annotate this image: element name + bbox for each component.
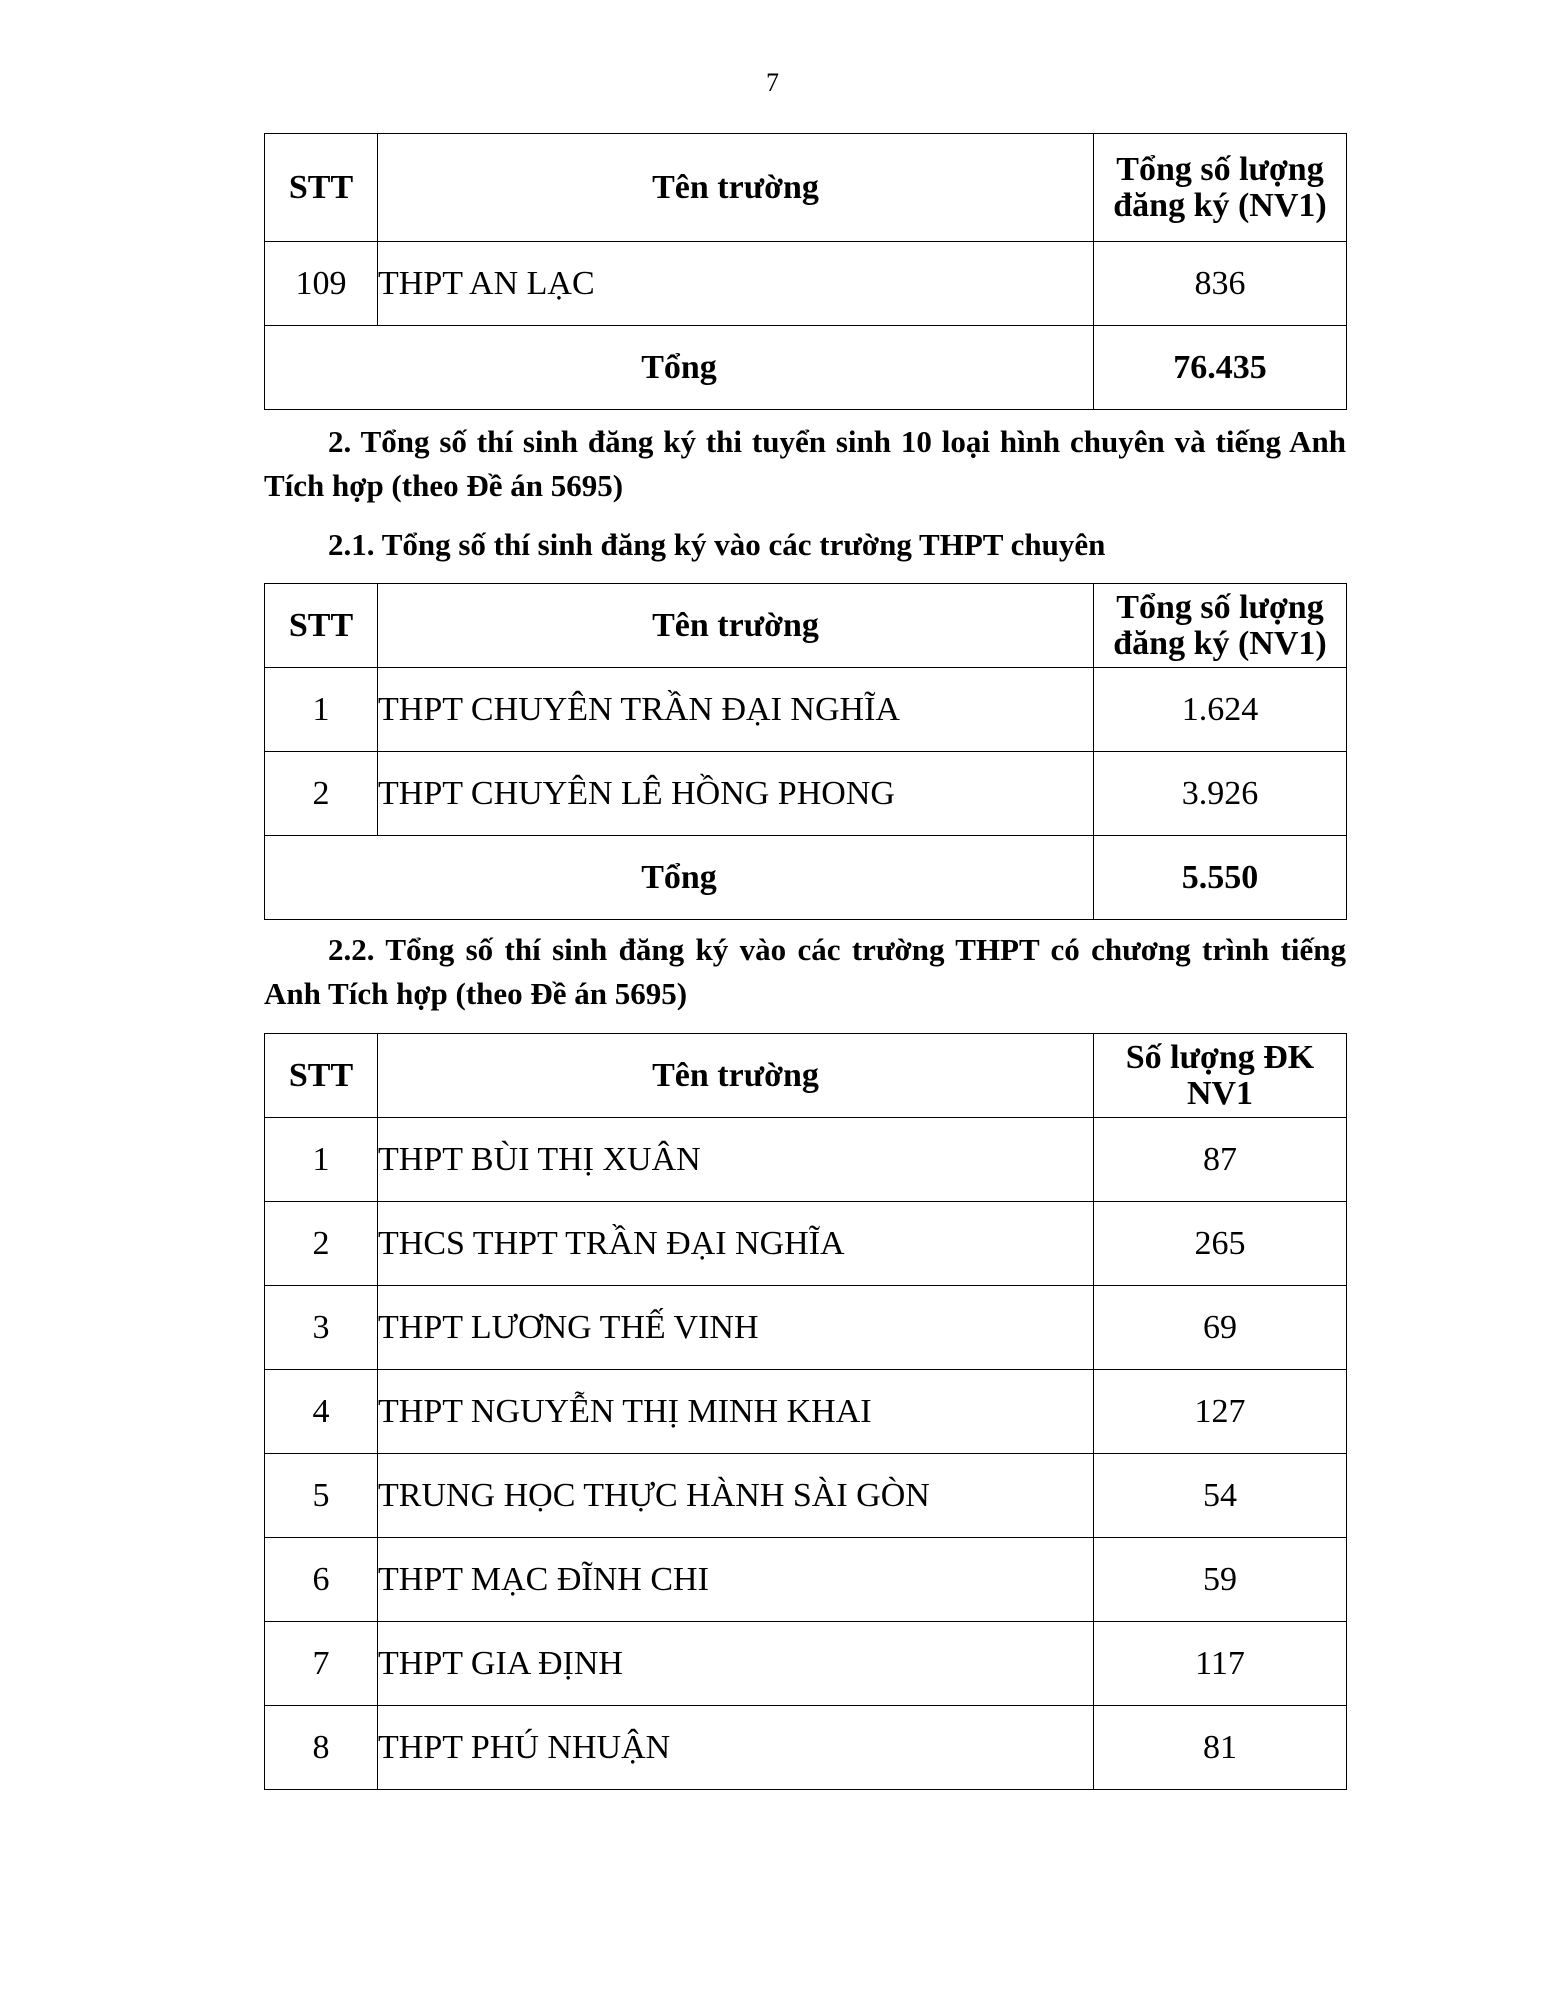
cell-count: 836 [1094,242,1347,326]
header-school-name: Tên trường [378,134,1094,242]
header-total: Số lượng ĐK NV1 [1094,1034,1347,1118]
table-integrated-english-schools [264,1033,1347,1790]
table-row [265,1370,1347,1454]
table-specialized-schools [264,583,1347,920]
table-row [265,1454,1347,1538]
cell-stt: 5 [265,1454,378,1538]
table-row [265,1538,1347,1622]
table-header-row [265,584,1347,668]
cell-stt: 4 [265,1370,378,1454]
cell-school-name: THPT PHÚ NHUẬN [378,1706,1094,1790]
cell-stt: 7 [265,1622,378,1706]
total-row [265,836,1347,920]
cell-school-name: THPT CHUYÊN LÊ HỒNG PHONG [378,752,1094,836]
header-stt: STT [265,1034,378,1118]
header-stt: STT [265,134,378,242]
cell-school-name: THPT CHUYÊN TRẦN ĐẠI NGHĨA [378,668,1094,752]
cell-stt: 8 [265,1706,378,1790]
cell-school-name: THPT LƯƠNG THẾ VINH [378,1286,1094,1370]
cell-count: 54 [1094,1454,1347,1538]
cell-count: 59 [1094,1538,1347,1622]
cell-stt: 1 [265,668,378,752]
total-row [265,326,1347,410]
table-row [265,1118,1347,1202]
cell-count: 69 [1094,1286,1347,1370]
cell-stt: 109 [265,242,378,326]
cell-count: 81 [1094,1706,1347,1790]
total-value: 76.435 [1094,326,1347,410]
cell-count: 127 [1094,1370,1347,1454]
cell-school-name: THPT BÙI THỊ XUÂN [378,1118,1094,1202]
header-stt: STT [265,584,378,668]
section-2-heading: 2. Tổng số thí sinh đăng ký thi tuyển sinh 10 loại hình chuyên và tiếng Anh Tích hợp (theo Đề án 5695) [264,424,1346,503]
header-school-name: Tên trường [378,1034,1094,1118]
cell-stt: 2 [265,1202,378,1286]
cell-count: 87 [1094,1118,1347,1202]
table-row [265,668,1347,752]
table-header-row [265,134,1347,242]
total-value: 5.550 [1094,836,1347,920]
cell-count: 3.926 [1094,752,1347,836]
table-row [265,1286,1347,1370]
cell-stt: 6 [265,1538,378,1622]
cell-stt: 2 [265,752,378,836]
cell-school-name: TRUNG HỌC THỰC HÀNH SÀI GÒN [378,1454,1094,1538]
table-header-row [265,1034,1347,1118]
total-label: Tổng [265,836,1094,920]
cell-school-name: THCS THPT TRẦN ĐẠI NGHĨA [378,1202,1094,1286]
cell-school-name: THPT AN LẠC [378,242,1094,326]
table-row [265,1202,1347,1286]
header-total: Tổng số lượng đăng ký (NV1) [1094,584,1347,668]
section-2-2-heading: 2.2. Tổng số thí sinh đăng ký vào các trường THPT có chương trình tiếng Anh Tích hợp (theo Đề án 5695) [264,932,1346,1011]
cell-count: 1.624 [1094,668,1347,752]
cell-school-name: THPT MẠC ĐĨNH CHI [378,1538,1094,1622]
table-row [265,1622,1347,1706]
cell-school-name: THPT NGUYỄN THỊ MINH KHAI [378,1370,1094,1454]
header-school-name: Tên trường [378,584,1094,668]
table-row [265,1706,1347,1790]
table-row [265,242,1347,326]
table-row [265,752,1347,836]
cell-school-name: THPT GIA ĐỊNH [378,1622,1094,1706]
table-registration-continued [264,133,1347,410]
cell-count: 265 [1094,1202,1347,1286]
cell-stt: 1 [265,1118,378,1202]
header-total: Tổng số lượng đăng ký (NV1) [1094,134,1347,242]
cell-stt: 3 [265,1286,378,1370]
page-number: 7 [766,68,779,97]
cell-count: 117 [1094,1622,1347,1706]
section-2-1-heading: 2.1. Tổng số thí sinh đăng ký vào các trường THPT chuyên [328,527,1106,562]
total-label: Tổng [265,326,1094,410]
